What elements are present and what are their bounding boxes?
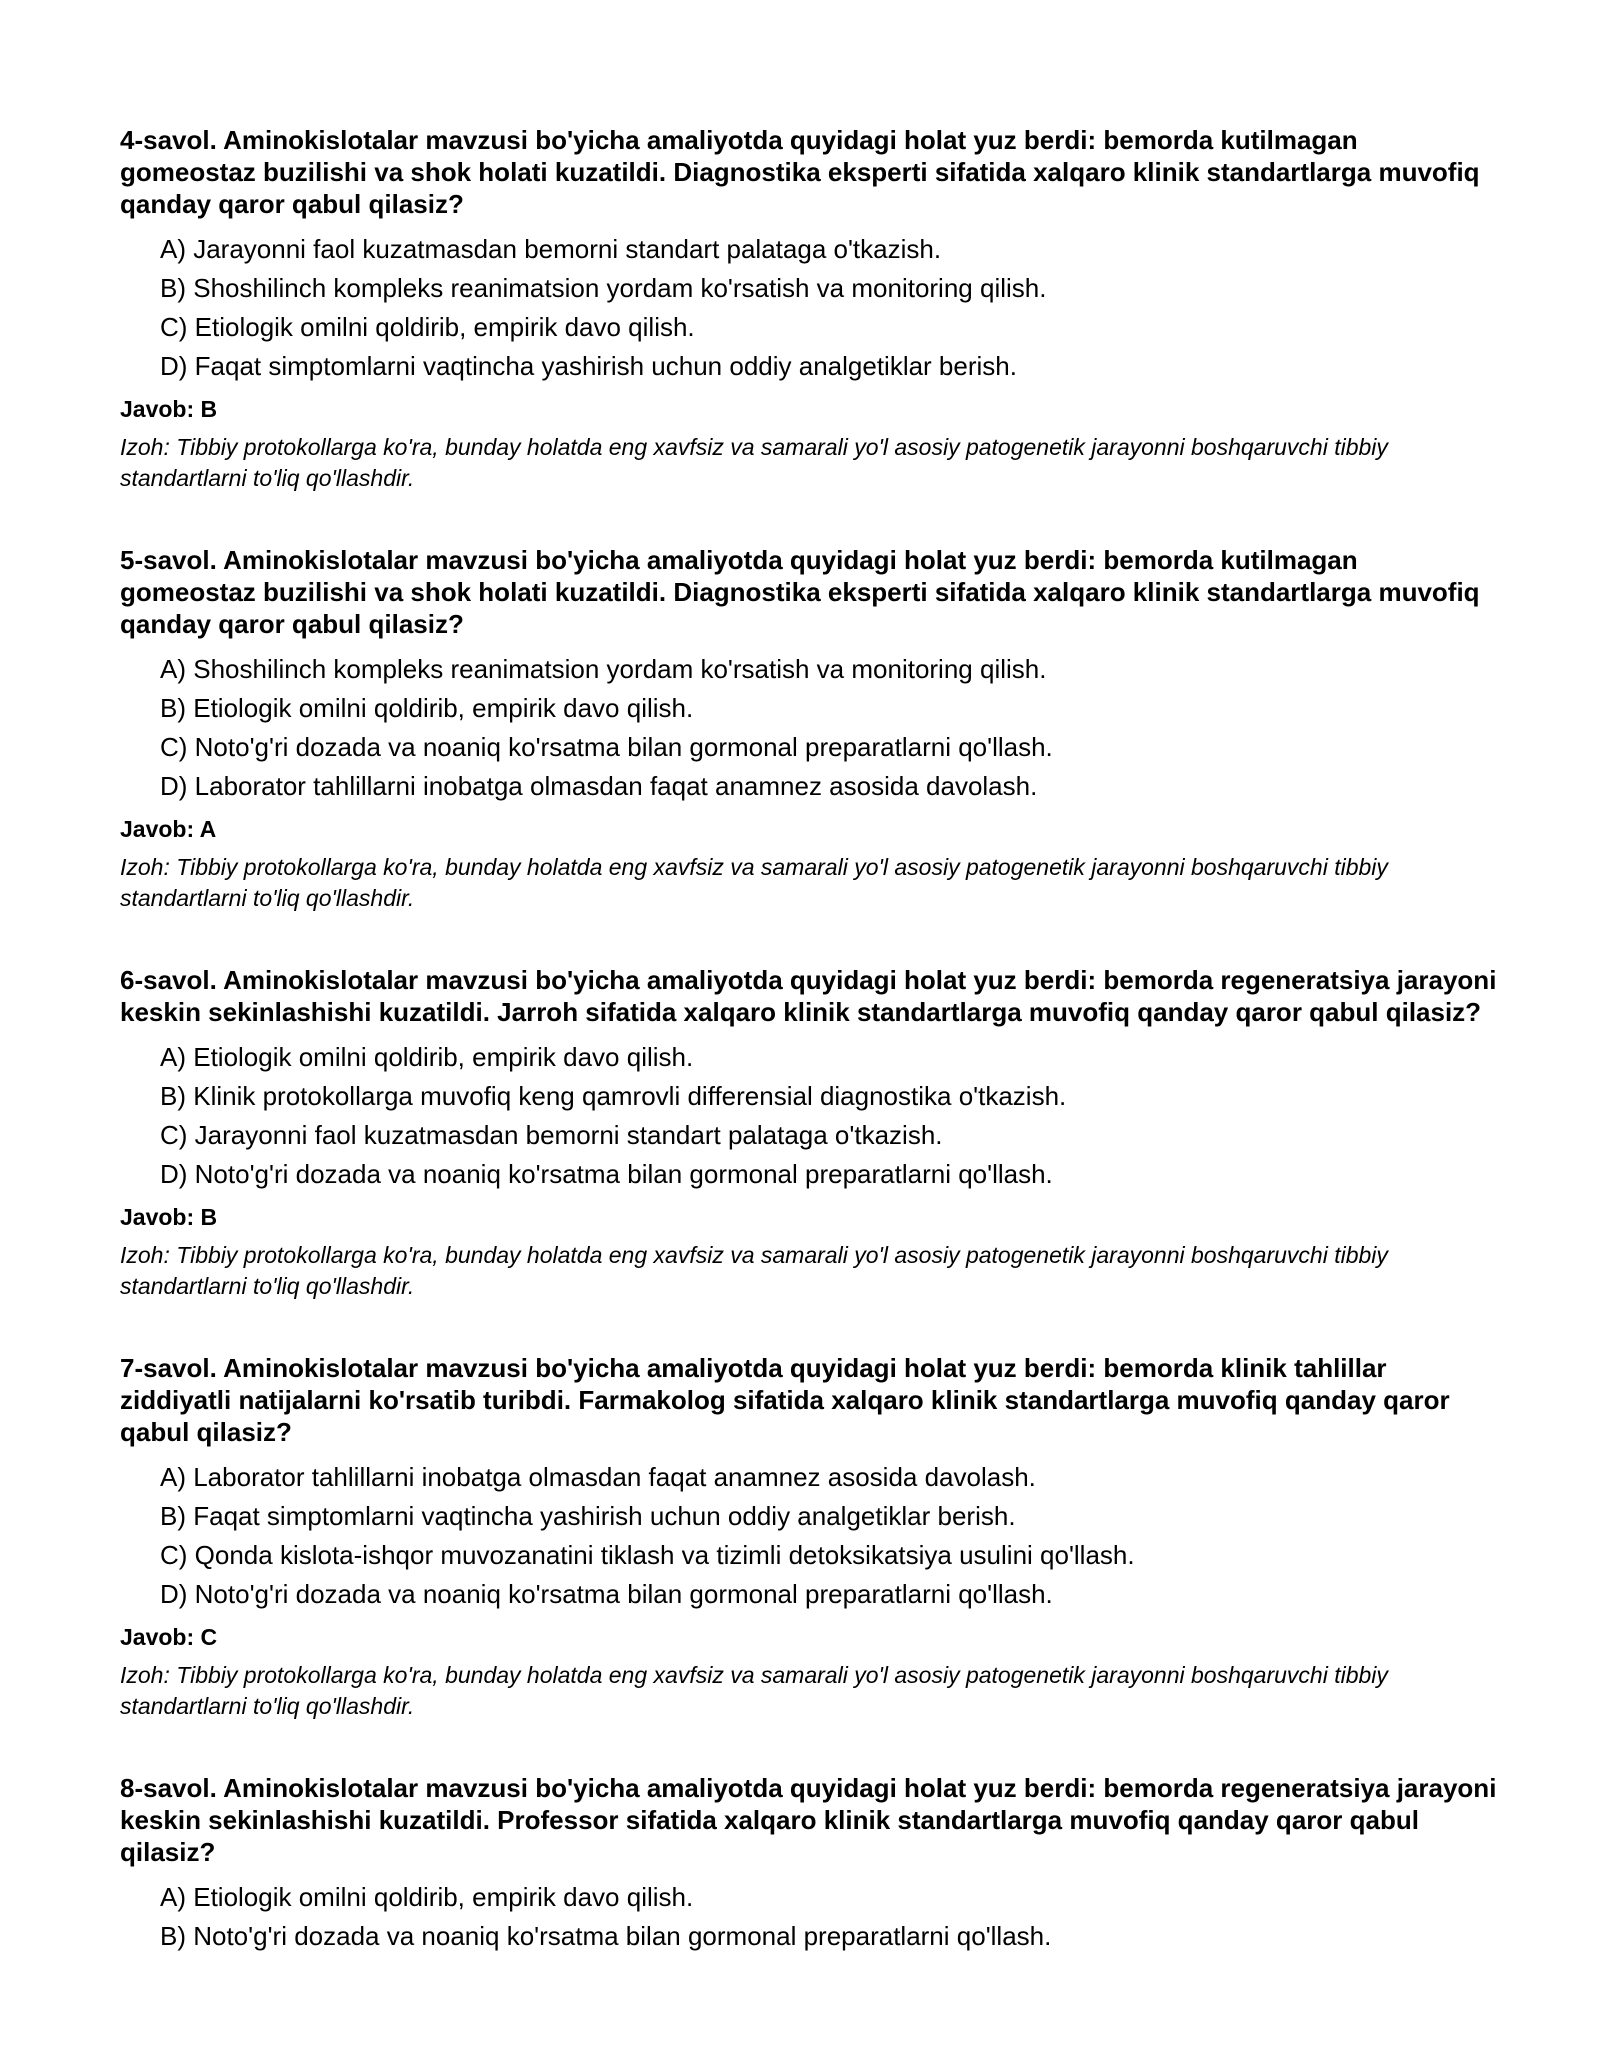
answer-key: Javob: C [120, 1624, 218, 1650]
question-block-4 [120, 124, 1500, 494]
question-text: 7-savol. Aminokislotalar mavzusi bo'yicha amaliyotda quyidagi holat yuz berdi: bemorda klinik tahlillar ziddiyatli natijalarni ko'rsatib turibdi. Farmakolog sifatida xalqaro klinik standartlarga muvofiq qanday qaror qabul qilasiz? [120, 1353, 1450, 1447]
question-text: 8-savol. Aminokislotalar mavzusi bo'yicha amaliyotda quyidagi holat yuz berdi: bemorda regeneratsiya jarayoni keskin sekinlashishi kuzatildi. Professor sifatida xalqaro klinik standartlarga muvofiq qanday qaror qabul qilasiz? [120, 1773, 1497, 1867]
answer-key: Javob: A [120, 816, 217, 842]
question-block-8 [120, 1772, 1500, 1956]
explanation-note: Izoh: Tibbiy protokollarga ko'ra, bunday holatda eng xavfsiz va samarali yo'l asosiy patogenetik jarayonni boshqaruvchi tibbiy standartlarni to'liq qo'llashdir. [120, 434, 1388, 491]
answer-options [120, 1458, 1500, 1614]
explanation-note: Izoh: Tibbiy protokollarga ko'ra, bunday holatda eng xavfsiz va samarali yo'l asosiy patogenetik jarayonni boshqaruvchi tibbiy standartlarni to'liq qo'llashdir. [120, 1242, 1388, 1299]
option-b: B) Noto'g'ri dozada va noaniq ko'rsatma bilan gormonal preparatlarni qo'llash. [160, 1921, 1052, 1951]
answer-options [120, 1878, 1500, 1956]
option-d: D) Noto'g'ri dozada va noaniq ko'rsatma bilan gormonal preparatlarni qo'llash. [160, 1159, 1053, 1189]
option-b: B) Klinik protokollarga muvofiq keng qamrovli differensial diagnostika o'tkazish. [160, 1081, 1067, 1111]
option-a: A) Etiologik omilni qoldirib, empirik davo qilish. [160, 1882, 694, 1912]
document-page [120, 124, 1500, 2006]
option-c: C) Jarayonni faol kuzatmasdan bemorni standart palataga o'tkazish. [160, 1120, 943, 1150]
answer-key: Javob: B [120, 1204, 218, 1230]
option-d: D) Noto'g'ri dozada va noaniq ko'rsatma bilan gormonal preparatlarni qo'llash. [160, 1579, 1053, 1609]
question-text: 4-savol. Aminokislotalar mavzusi bo'yicha amaliyotda quyidagi holat yuz berdi: bemorda kutilmagan gomeostaz buzilishi va shok holati kuzatildi. Diagnostika eksperti sifatida xalqaro klinik standartlarga muvofiq qanday qaror qabul qilasiz? [120, 125, 1480, 219]
answer-options [120, 230, 1500, 386]
question-block-7 [120, 1352, 1500, 1722]
question-text: 5-savol. Aminokislotalar mavzusi bo'yicha amaliyotda quyidagi holat yuz berdi: bemorda kutilmagan gomeostaz buzilishi va shok holati kuzatildi. Diagnostika eksperti sifatida xalqaro klinik standartlarga muvofiq qanday qaror qabul qilasiz? [120, 545, 1480, 639]
option-d: D) Faqat simptomlarni vaqtincha yashirish uchun oddiy analgetiklar berish. [160, 351, 1017, 381]
option-c: C) Etiologik omilni qoldirib, empirik davo qilish. [160, 312, 695, 342]
option-a: A) Shoshilinch kompleks reanimatsion yordam ko'rsatish va monitoring qilish. [160, 654, 1047, 684]
option-d: D) Laborator tahlillarni inobatga olmasdan faqat anamnez asosida davolash. [160, 771, 1038, 801]
option-a: A) Jarayonni faol kuzatmasdan bemorni standart palataga o'tkazish. [160, 234, 942, 264]
explanation-note: Izoh: Tibbiy protokollarga ko'ra, bunday holatda eng xavfsiz va samarali yo'l asosiy patogenetik jarayonni boshqaruvchi tibbiy standartlarni to'liq qo'llashdir. [120, 854, 1388, 911]
question-text: 6-savol. Aminokislotalar mavzusi bo'yicha amaliyotda quyidagi holat yuz berdi: bemorda regeneratsiya jarayoni keskin sekinlashishi kuzatildi. Jarroh sifatida xalqaro klinik standartlarga muvofiq qanday qaror qabul qilasiz? [120, 965, 1497, 1027]
option-c: C) Noto'g'ri dozada va noaniq ko'rsatma bilan gormonal preparatlarni qo'llash. [160, 732, 1053, 762]
option-a: A) Laborator tahlillarni inobatga olmasdan faqat anamnez asosida davolash. [160, 1462, 1036, 1492]
answer-key: Javob: B [120, 396, 218, 422]
explanation-note: Izoh: Tibbiy protokollarga ko'ra, bunday holatda eng xavfsiz va samarali yo'l asosiy patogenetik jarayonni boshqaruvchi tibbiy standartlarni to'liq qo'llashdir. [120, 1662, 1388, 1719]
question-block-5 [120, 544, 1500, 914]
answer-options [120, 650, 1500, 806]
option-b: B) Shoshilinch kompleks reanimatsion yordam ko'rsatish va monitoring qilish. [160, 273, 1047, 303]
option-b: B) Etiologik omilni qoldirib, empirik davo qilish. [160, 693, 694, 723]
question-block-6 [120, 964, 1500, 1302]
option-a: A) Etiologik omilni qoldirib, empirik davo qilish. [160, 1042, 694, 1072]
option-c: C) Qonda kislota-ishqor muvozanatini tiklash va tizimli detoksikatsiya usulini qo'llash. [160, 1540, 1135, 1570]
answer-options [120, 1038, 1500, 1194]
option-b: B) Faqat simptomlarni vaqtincha yashirish uchun oddiy analgetiklar berish. [160, 1501, 1016, 1531]
